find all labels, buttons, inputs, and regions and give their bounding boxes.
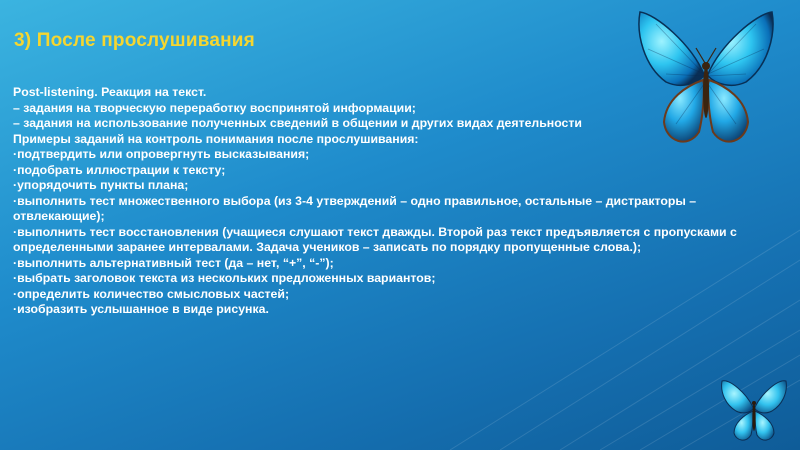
list-item: ·выполнить альтернативный тест (да – нет, “+”, “-”);	[13, 255, 334, 270]
body-line: Примеры заданий на контроль понимания после прослушивания:	[13, 131, 419, 146]
body-line: – задания на использование полученных сведений в общении и других видах деятельности	[13, 116, 582, 130]
slide-title: 3) После прослушивания	[14, 30, 255, 51]
list-item: ·выполнить тест восстановления (учащиеся слушают текст дважды. Второй раз текст предъявляется с пропусками с определенными заранее интервалами. Задача учеников – записать по порядку пропущенные слова.);	[13, 224, 737, 254]
body-line: Post-listening. Реакция на текст.	[13, 85, 207, 99]
list-item: ·выбрать заголовок текста из нескольких предложенных вариантов;	[13, 271, 436, 285]
list-item: ·подтвердить или опровергнуть высказывания;	[13, 147, 310, 161]
butterfly-large-image	[636, 4, 776, 154]
list-item: ·изобразить услышанное в виде рисунка.	[13, 302, 269, 316]
list-item: ·выполнить тест множественного выбора (из 3-4 утверждений – одно правильное, остальные – дистракторы – отвлекающие);	[13, 193, 697, 223]
list-item: ·подобрать иллюстрации к тексту;	[13, 162, 226, 177]
butterfly-small-image	[720, 375, 788, 445]
body-line: – задания на творческую переработку воспринятой информации;	[13, 100, 416, 115]
list-item: ·определить количество смысловых частей;	[13, 286, 290, 301]
list-item: ·упорядочить пункты плана;	[13, 178, 189, 192]
